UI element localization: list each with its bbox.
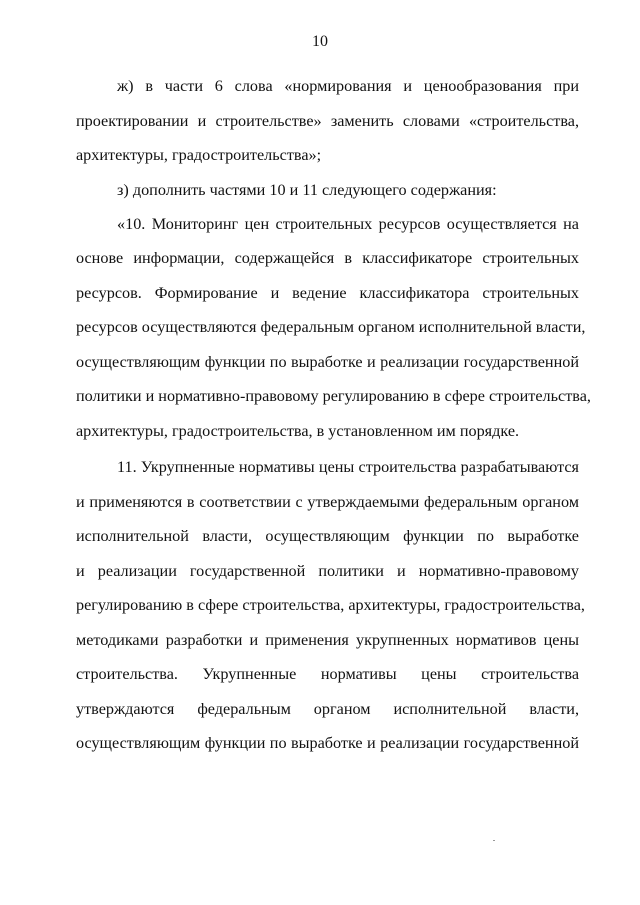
text-line: ресурсов. Формирование и ведение классификатора строительных (76, 284, 579, 302)
text-line: политики и нормативно-правовому регулированию в сфере строительства, (76, 387, 591, 405)
text-line: з) дополнить частями 10 и 11 следующего содержания: (117, 181, 497, 199)
text-line: осуществляющим функции по выработке и реализации государственной (76, 734, 579, 752)
text-line: ресурсов осуществляются федеральным органом исполнительной власти, (76, 318, 586, 336)
text-line: методиками разработки и применения укрупненных нормативов цены (76, 631, 579, 649)
text-line: осуществляющим функции по выработке и реализации государственной (76, 353, 579, 371)
text-line: «10. Мониторинг цен строительных ресурсов осуществляется на (117, 215, 579, 233)
text-line: строительства. Укрупненные нормативы цены строительства (76, 665, 579, 683)
page-number: 10 (312, 33, 328, 50)
text-line: архитектуры, градостроительства»; (76, 146, 322, 164)
text-line: ж) в части 6 слова «нормирования и ценообразования при (117, 77, 579, 95)
text-line: утверждаются федеральным органом исполнительной власти, (76, 700, 579, 718)
text-line: исполнительной власти, осуществляющим функции по выработке (76, 527, 579, 545)
text-line: основе информации, содержащейся в классификаторе строительных (76, 249, 579, 267)
text-line: архитектуры, градостроительства, в установленном им порядке. (76, 422, 520, 440)
scan-artifact (493, 840, 495, 841)
text-line: и применяются в соответствии с утверждаемыми федеральным органом (76, 493, 579, 511)
text-line: 11. Укрупненные нормативы цены строительства разрабатываются (117, 458, 579, 476)
text-line: регулированию в сфере строительства, архитектуры, градостроительства, (76, 596, 585, 614)
text-line: проектировании и строительстве» заменить словами «строительства, (76, 112, 579, 130)
text-line: и реализации государственной политики и нормативно-правовому (76, 562, 579, 580)
